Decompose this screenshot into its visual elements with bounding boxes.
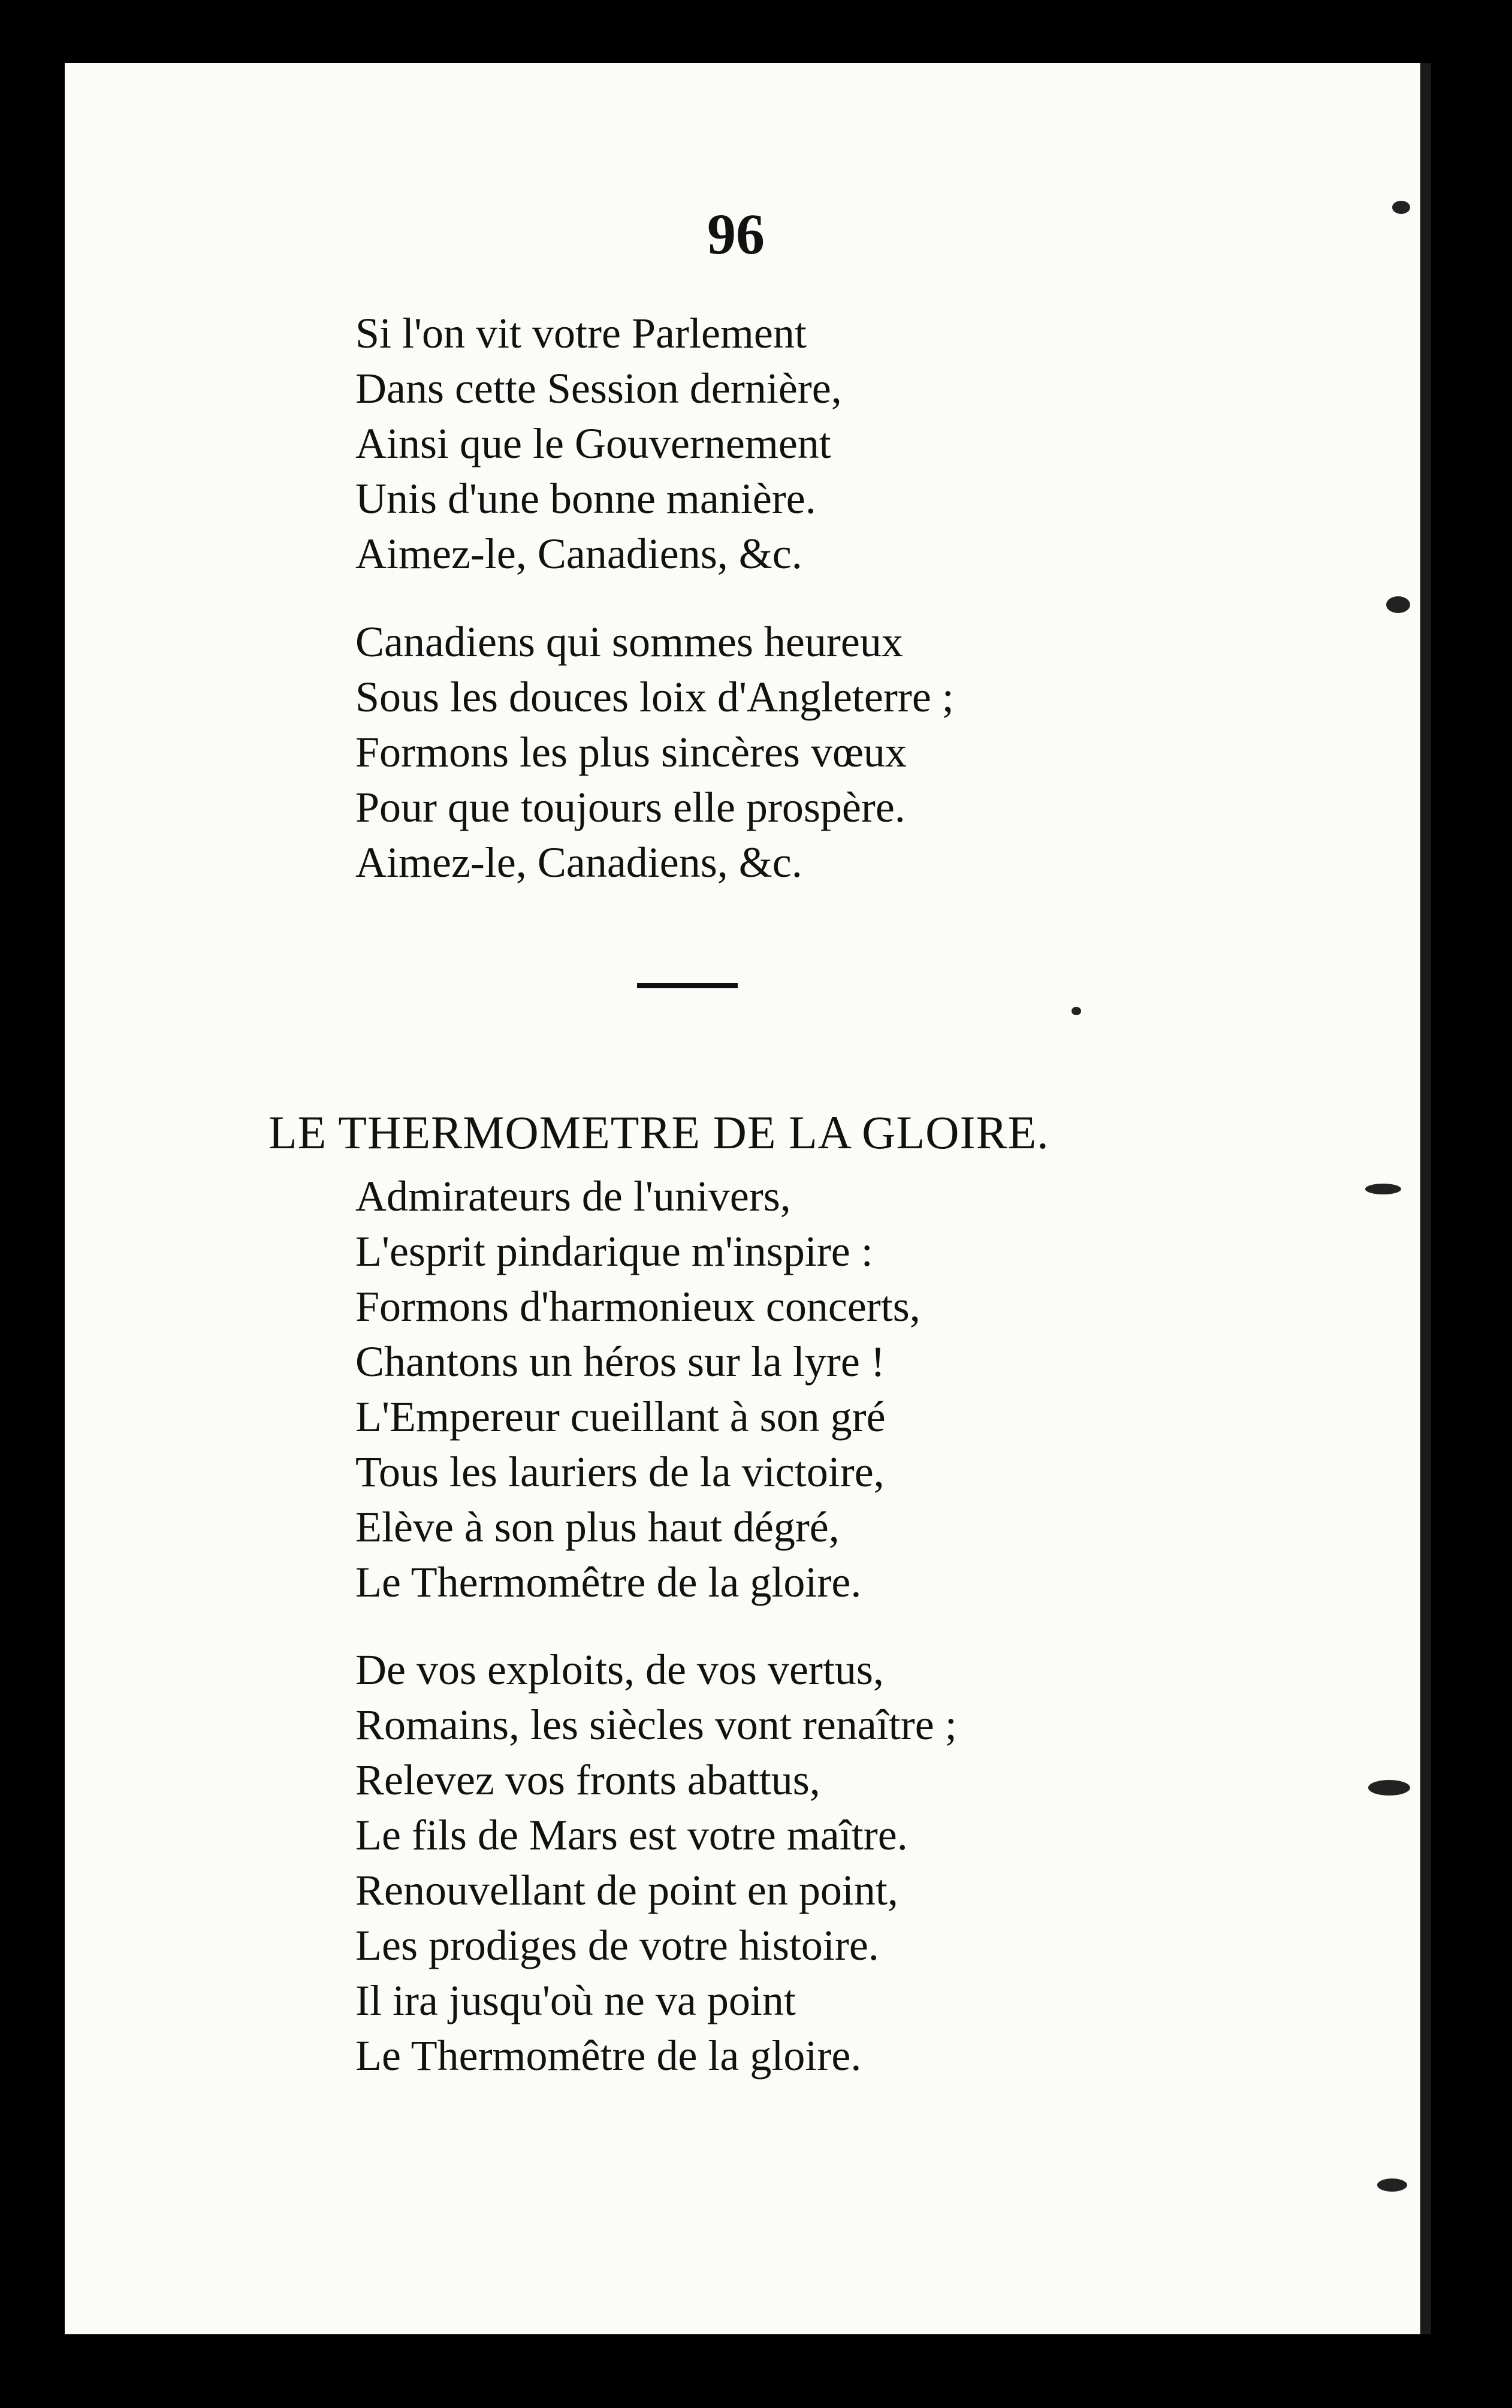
scan-speck: [1386, 596, 1410, 613]
stanza: [355, 614, 954, 890]
section-divider: [637, 983, 738, 988]
verse-line: Ainsi que le Gouvernement: [355, 420, 831, 467]
verse-line: Elève à son plus haut dégré,: [355, 1503, 840, 1551]
verse-line: Si l'on vit votre Parlement: [355, 309, 807, 357]
verse-line: Pour que toujours elle prospère.: [355, 783, 906, 831]
scan-speck: [1072, 1007, 1081, 1015]
verse-line: Le Thermomêtre de la gloire.: [355, 1558, 862, 1606]
verse-line: L'esprit pindarique m'inspire :: [355, 1227, 873, 1275]
verse-line: Formons les plus sincères vœux: [355, 728, 907, 776]
verse-line: Renouvellant de point en point,: [355, 1866, 898, 1914]
verse-line: De vos exploits, de vos vertus,: [355, 1646, 884, 1694]
verse-line: Admirateurs de l'univers,: [355, 1172, 791, 1220]
verse-line: Formons d'harmonieux concerts,: [355, 1283, 921, 1330]
verse-line: Dans cette Session dernière,: [355, 364, 842, 412]
stanza: [355, 1642, 957, 2083]
verse-line: Chantons un héros sur la lyre !: [355, 1338, 885, 1386]
verse-line: Relevez vos fronts abattus,: [355, 1756, 820, 1804]
scan-speck: [1365, 1184, 1401, 1194]
stanza: [355, 1169, 921, 1610]
verse-line: Romains, les siècles vont renaître ;: [355, 1701, 957, 1749]
verse-line: Aimez-le, Canadiens, &c.: [355, 530, 802, 578]
book-page: [65, 63, 1431, 2334]
verse-line: Le Thermomêtre de la gloire.: [355, 2032, 862, 2080]
verse-line: Il ira jusqu'où ne va point: [355, 1977, 796, 2024]
verse-line: Aimez-le, Canadiens, &c.: [355, 838, 802, 886]
verse-line: Tous les lauriers de la victoire,: [355, 1448, 885, 1496]
stanza: [355, 306, 842, 581]
verse-line: Canadiens qui sommes heureux: [355, 618, 903, 666]
poem-title: LE THERMOMETRE DE LA GLOIRE.: [268, 1106, 1049, 1158]
scan-speck: [1392, 201, 1410, 214]
scan-speck: [1368, 1780, 1410, 1796]
page-number: 96: [707, 202, 765, 266]
scan-speck: [1377, 2178, 1407, 2192]
verse-line: Unis d'une bonne manière.: [355, 475, 816, 523]
verse-line: Le fils de Mars est votre maître.: [355, 1811, 908, 1859]
verse-line: Les prodiges de votre histoire.: [355, 1921, 879, 1969]
verse-line: L'Empereur cueillant à son gré: [355, 1393, 886, 1441]
verse-line: Sous les douces loix d'Angleterre ;: [355, 673, 954, 721]
